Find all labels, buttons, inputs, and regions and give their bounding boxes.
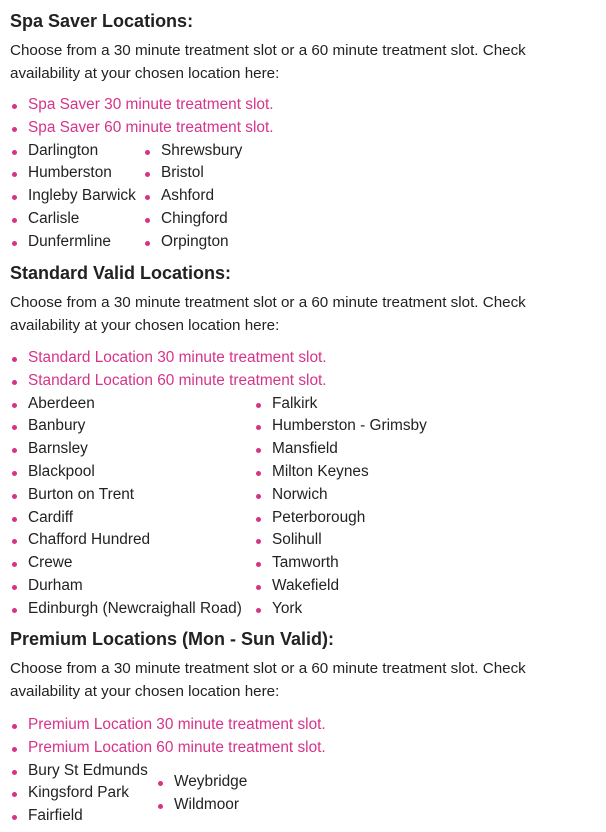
location-name: Shrewsbury <box>161 141 243 159</box>
location-name: Crewe <box>28 554 73 572</box>
bullet-icon <box>12 172 17 177</box>
location-name: Tamworth <box>272 554 339 572</box>
bullet-icon <box>12 747 17 752</box>
list-item <box>10 438 254 461</box>
location-name: Darlington <box>28 141 99 159</box>
bullet-icon <box>12 539 17 544</box>
list-item <box>143 185 343 208</box>
bullet-icon <box>12 195 17 200</box>
location-name: Blackpool <box>28 462 95 480</box>
location-name: York <box>272 599 303 617</box>
list-item <box>10 347 596 370</box>
bullet-icon <box>145 195 150 200</box>
bullet-icon <box>145 150 150 155</box>
bullet-icon <box>145 241 150 246</box>
bullet-icon <box>12 562 17 567</box>
bullet-icon <box>256 608 261 613</box>
location-name: Mansfield <box>272 440 338 458</box>
bullet-icon <box>12 380 17 385</box>
premium-60-link[interactable]: Premium Location 60 minute treatment slot. <box>28 738 326 756</box>
list-item <box>254 598 534 621</box>
bullet-icon <box>12 517 17 522</box>
list-item <box>10 162 143 185</box>
spa-saver-col-1 <box>10 140 143 254</box>
location-name: Wakefield <box>272 576 340 594</box>
list-item <box>254 529 534 552</box>
location-name: Humberston - Grimsby <box>272 417 427 435</box>
location-name: Weybridge <box>174 772 248 790</box>
list-item <box>10 117 596 140</box>
list-item <box>254 507 534 530</box>
premium-30-link[interactable]: Premium Location 30 minute treatment slot. <box>28 716 326 733</box>
premium-links <box>10 714 596 760</box>
spa-saver-intro: Choose from a 30 minute treatment slot or a 60 minute treatment slot. Check availability at your chosen location here: <box>10 42 526 82</box>
premium-section <box>10 628 596 828</box>
standard-heading: Standard Valid Locations: <box>10 263 232 283</box>
list-item <box>254 484 534 507</box>
bullet-icon <box>256 425 261 430</box>
bullet-icon <box>145 172 150 177</box>
bullet-icon <box>12 241 17 246</box>
bullet-icon <box>158 804 163 809</box>
location-name: Wildmoor <box>174 795 239 813</box>
location-name: Carlisle <box>28 209 80 227</box>
list-item <box>10 208 143 231</box>
list-item <box>10 484 254 507</box>
bullet-icon <box>12 585 17 590</box>
list-item <box>143 231 343 254</box>
list-item <box>254 415 534 438</box>
location-name: Barnsley <box>28 440 88 458</box>
location-name: Ingleby Barwick <box>28 187 136 205</box>
bullet-icon <box>12 608 17 613</box>
bullet-icon <box>256 562 261 567</box>
location-name: Burton on Trent <box>28 485 135 503</box>
bullet-icon <box>12 403 17 408</box>
list-item <box>143 140 343 163</box>
premium-intro: Choose from a 30 minute treatment slot or a 60 minute treatment slot. Check availability at your chosen location here: <box>10 660 526 700</box>
list-item <box>156 794 356 817</box>
bullet-icon <box>256 471 261 476</box>
list-item <box>10 782 156 805</box>
list-item <box>10 231 143 254</box>
location-name: Fairfield <box>28 807 83 825</box>
bullet-icon <box>12 471 17 476</box>
list-item <box>10 507 254 530</box>
standard-intro: Choose from a 30 minute treatment slot or a 60 minute treatment slot. Check availability at your chosen location here: <box>10 294 526 334</box>
bullet-icon <box>12 770 17 775</box>
list-item <box>10 575 254 598</box>
bullet-icon <box>256 494 261 499</box>
bullet-icon <box>12 792 17 797</box>
standard-col-1 <box>10 393 254 621</box>
list-item <box>10 185 143 208</box>
bullet-icon <box>12 218 17 223</box>
location-name: Solihull <box>272 531 322 549</box>
bullet-icon <box>12 150 17 155</box>
location-name: Chingford <box>161 209 228 227</box>
standard-col-2 <box>254 393 534 621</box>
location-name: Dunfermline <box>28 232 111 250</box>
standard-location-columns <box>10 393 596 621</box>
bullet-icon <box>256 539 261 544</box>
spa-saver-30-link[interactable]: Spa Saver 30 minute treatment slot. <box>28 96 274 113</box>
list-item <box>10 737 596 760</box>
bullet-icon <box>12 494 17 499</box>
location-name: Milton Keynes <box>272 462 369 480</box>
bullet-icon <box>256 403 261 408</box>
location-name: Ashford <box>161 187 215 205</box>
list-item <box>10 370 596 393</box>
list-item <box>10 94 596 117</box>
spa-saver-section <box>10 10 596 254</box>
standard-section <box>10 262 596 621</box>
bullet-icon <box>158 781 163 786</box>
location-name: Bury St Edmunds <box>28 761 148 779</box>
bullet-icon <box>12 448 17 453</box>
location-name: Peterborough <box>272 508 366 526</box>
bullet-icon <box>12 104 17 109</box>
bullet-icon <box>12 127 17 132</box>
list-item <box>143 162 343 185</box>
location-name: Cardiff <box>28 508 74 526</box>
spa-saver-location-columns <box>10 140 596 254</box>
list-item <box>10 598 254 621</box>
standard-60-link[interactable]: Standard Location 60 minute treatment slot. <box>28 371 327 389</box>
premium-location-columns <box>10 760 596 828</box>
location-name: Humberston <box>28 164 112 182</box>
bullet-icon <box>12 724 17 729</box>
spa-saver-links <box>10 94 596 140</box>
list-item <box>10 393 254 416</box>
location-name: Falkirk <box>272 394 318 412</box>
location-name: Kingsford Park <box>28 784 129 802</box>
bullet-icon <box>145 218 150 223</box>
list-item <box>10 529 254 552</box>
bullet-icon <box>256 448 261 453</box>
spa-saver-col-2 <box>143 140 343 254</box>
location-name: Bristol <box>161 164 204 182</box>
location-name: Norwich <box>272 485 328 503</box>
bullet-icon <box>12 815 17 820</box>
spa-saver-60-link[interactable]: Spa Saver 60 minute treatment slot. <box>28 118 274 136</box>
list-item <box>254 575 534 598</box>
location-name: Chafford Hundred <box>28 531 151 549</box>
list-item <box>10 552 254 575</box>
bullet-icon <box>12 425 17 430</box>
standard-links <box>10 347 596 393</box>
bullet-icon <box>12 357 17 362</box>
list-item <box>143 208 343 231</box>
bullet-icon <box>256 517 261 522</box>
list-item <box>10 461 254 484</box>
location-name: Orpington <box>161 232 229 250</box>
list-item <box>156 771 356 794</box>
location-name: Aberdeen <box>28 394 95 412</box>
list-item <box>10 140 143 163</box>
list-item <box>10 415 254 438</box>
list-item <box>10 714 596 737</box>
list-item <box>254 438 534 461</box>
premium-col-2 <box>156 771 356 817</box>
list-item <box>10 805 156 828</box>
standard-30-link[interactable]: Standard Location 30 minute treatment slot. <box>28 349 327 366</box>
location-name: Banbury <box>28 417 86 435</box>
list-item <box>254 461 534 484</box>
premium-heading: Premium Locations (Mon - Sun Valid): <box>10 629 335 649</box>
list-item <box>10 760 156 783</box>
bullet-icon <box>256 585 261 590</box>
premium-col-1 <box>10 760 156 828</box>
list-item <box>254 552 534 575</box>
spa-saver-heading: Spa Saver Locations: <box>10 11 194 31</box>
list-item <box>254 393 534 416</box>
location-name: Durham <box>28 576 83 594</box>
location-name: Edinburgh (Newcraighall Road) <box>28 599 242 617</box>
